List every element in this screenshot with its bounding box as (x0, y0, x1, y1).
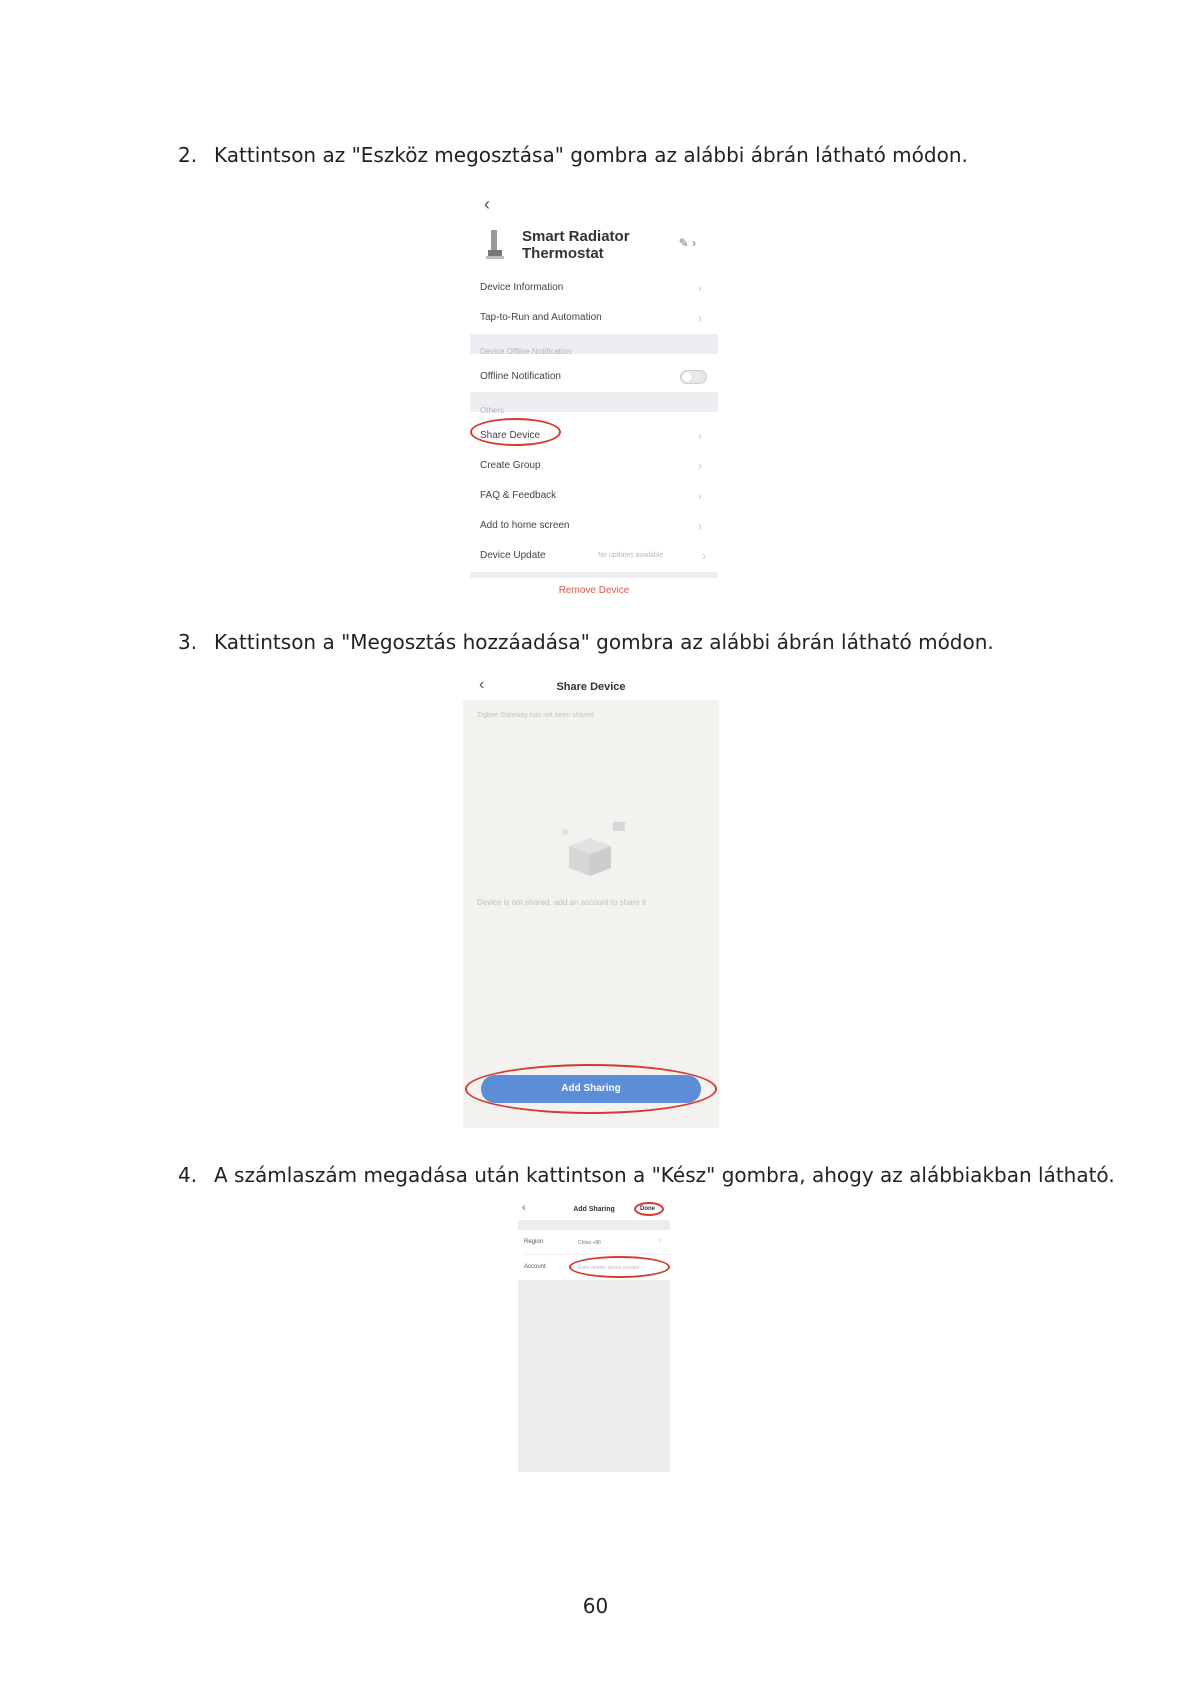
row-divider (524, 1254, 670, 1255)
menu-row-add-home: Add to home screen (480, 520, 570, 531)
step-2-instruction (178, 143, 968, 167)
share-device-highlight-ring (470, 418, 561, 446)
thermostat-device-icon (486, 230, 504, 260)
menu-row-offline-notification: Offline Notification (480, 371, 561, 382)
menu-row-faq: FAQ & Feedback (480, 490, 557, 501)
device-settings-screenshot (470, 192, 718, 612)
chevron-right-icon: › (698, 459, 702, 473)
add-sharing-screenshot (518, 1200, 670, 1472)
share-device-screenshot (463, 670, 719, 1128)
step-4-instruction (178, 1163, 1115, 1187)
step-text: A számlaszám megadása után kattintson a "Kész" gombra, ahogy az alábbiakban látható. (214, 1163, 1115, 1187)
device-title: Smart Radiator Thermostat (522, 228, 630, 262)
section-label-others: Others (480, 406, 505, 415)
step-text: Kattintson az "Eszköz megosztása" gombra az alábbi ábrán látható módon. (214, 143, 968, 167)
step-number: 2. (178, 143, 198, 167)
chevron-right-icon: › (698, 281, 702, 295)
step-number: 3. (178, 630, 198, 654)
chevron-right-icon: › (698, 519, 702, 533)
chevron-right-icon: › (698, 489, 702, 503)
menu-row-create-group: Create Group (480, 460, 541, 471)
chevron-right-icon: › (698, 429, 702, 443)
empty-state-text: Device is not shared, add an account to share it (477, 898, 646, 907)
chevron-right-icon: › (658, 1235, 661, 1245)
remove-device-label: Remove Device (558, 585, 630, 596)
account-highlight-ring (569, 1256, 670, 1278)
step-text: Kattintson a "Megosztás hozzáadása" gombra az alábbi ábrán látható módon. (214, 630, 994, 654)
account-label: Account (524, 1264, 546, 1270)
section-divider (470, 572, 718, 578)
update-status: No updates available (598, 552, 664, 559)
page-number: 60 (582, 1594, 609, 1618)
region-value: China +86 (578, 1240, 601, 1246)
chevron-right-icon: › (702, 549, 706, 563)
done-button: Done (640, 1206, 655, 1212)
done-highlight-ring (634, 1202, 664, 1216)
menu-row-share-device: Share Device (480, 430, 541, 441)
step-number: 4. (178, 1163, 198, 1187)
not-shared-note: Zigbee Gateway has not been shared (477, 712, 594, 719)
back-arrow-icon: ‹ (479, 676, 485, 693)
offline-notification-toggle (680, 370, 707, 384)
step-3-instruction (178, 630, 994, 654)
menu-row-device-information: Device Information (480, 282, 564, 293)
back-arrow-icon: ‹ (484, 194, 490, 214)
back-arrow-icon: ‹ (522, 1202, 526, 1214)
add-sharing-button: Add Sharing (481, 1075, 701, 1103)
empty-box-icon (555, 820, 625, 880)
region-label: Region (524, 1239, 544, 1245)
section-header-bg (470, 392, 718, 412)
screen-title: Share Device (556, 681, 626, 693)
add-sharing-highlight-ring (465, 1064, 717, 1114)
account-placeholder: Enter mobile phone number (578, 1265, 640, 1271)
section-label-offline: Device Offline Notification (480, 347, 572, 356)
menu-row-device-update: Device Update (480, 550, 546, 561)
screen-title: Add Sharing (573, 1206, 615, 1213)
chevron-right-icon: › (698, 311, 702, 325)
edit-pencil-icon: ✎ › (678, 236, 696, 250)
menu-row-tap-to-run: Tap-to-Run and Automation (480, 312, 602, 323)
